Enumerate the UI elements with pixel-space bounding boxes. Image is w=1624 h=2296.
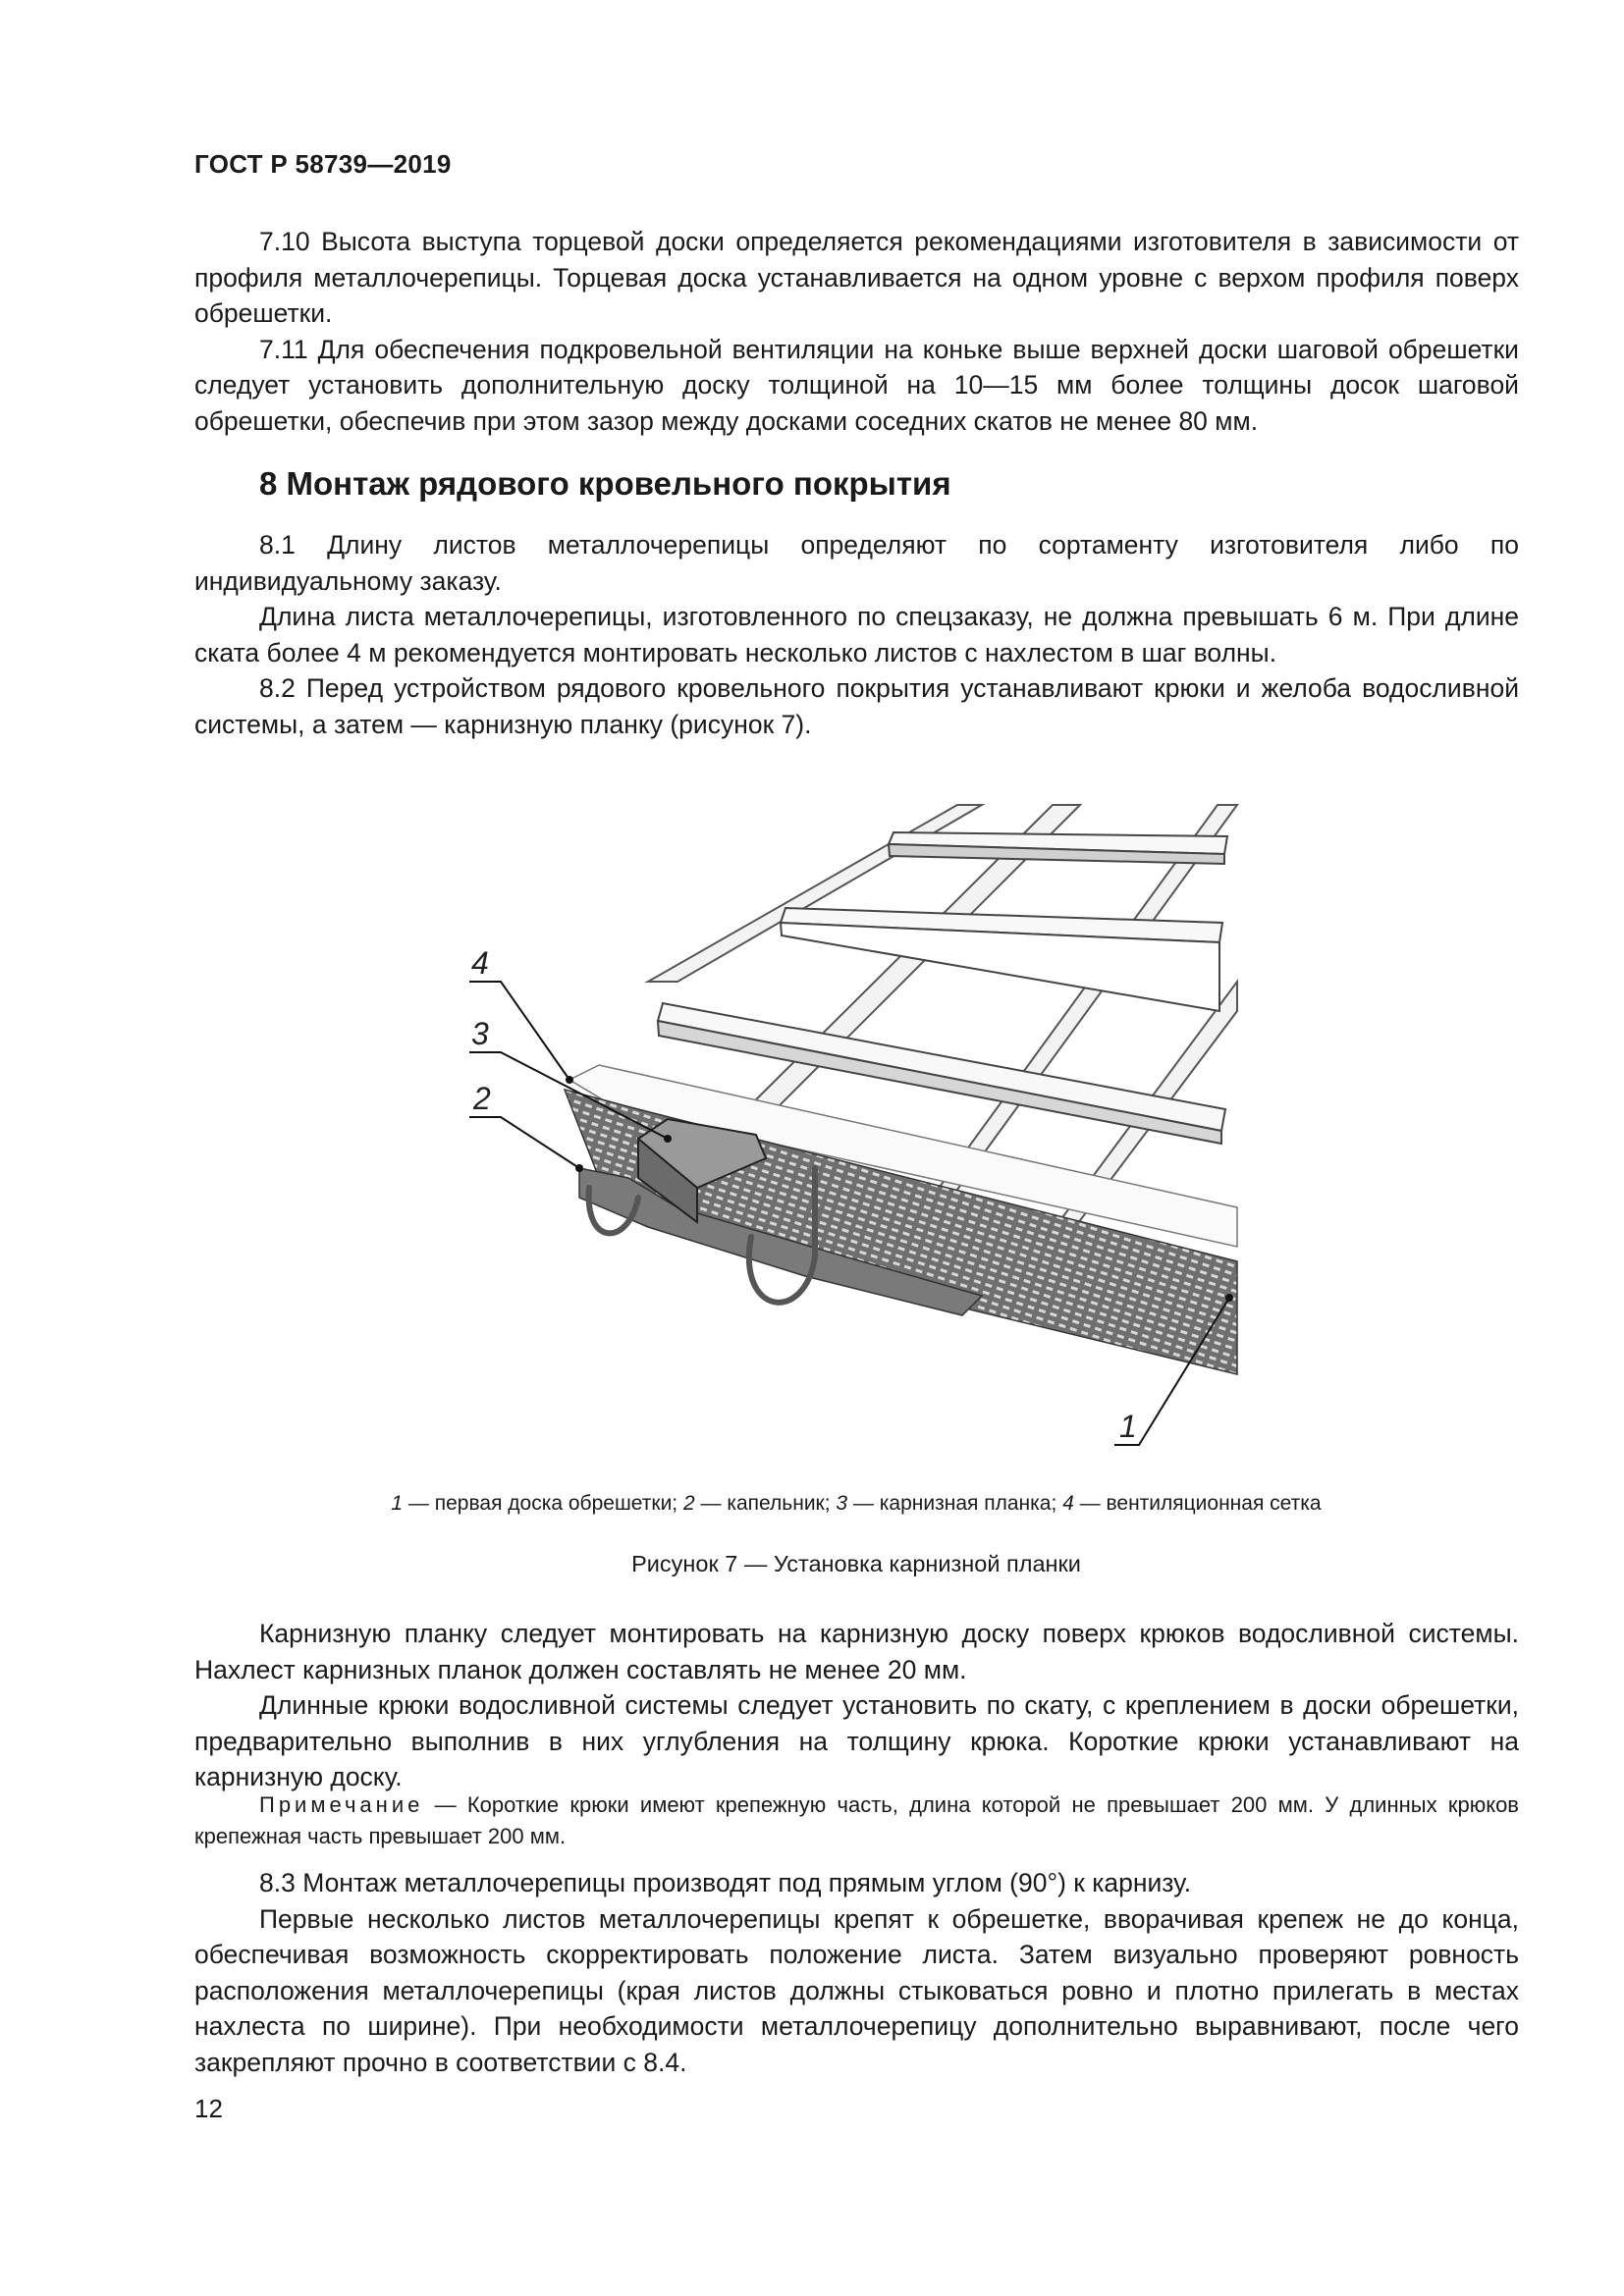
text-block-bottom [194,1865,1519,2080]
text-block-section [194,527,1519,742]
paragraph-8-1: 8.1 Длину листов металлочерепицы определяют по сортаменту изготовителя либо по индивидуальному заказу. [194,530,1519,596]
paragraph-8-3-b: Первые несколько листов металлочерепицы крепят к обрешетке, вворачивая крепеж не до конца, обеспечивая возможность скорректировать положение листа. Затем визуально проверяют ровность расположения металлочерепицы (края листов должны стыковаться ровно и плотно прилегать в местах нахлеста по ширине). При необходимости металлочерепицу дополнительно выравнивают, после чего закрепляют прочно в соответствии с 8.4. [194,1903,1519,2077]
figure-eaves-installation [452,785,1257,1463]
figure-legend [0,1492,1624,1516]
paragraph-8-3: 8.3 Монтаж металлочерепицы производят под прямым углом (90°) к карнизу. [259,1868,1192,1897]
figure-label-1: 1 [1119,1409,1137,1444]
note-block [194,1789,1519,1852]
figure-caption: Рисунок 7 — Установка карнизной планки [631,1551,1081,1576]
legend-text-3: — карнизная планка; [847,1492,1063,1515]
legend-text-2: — капельник; [694,1492,837,1515]
page-number: 12 [194,2094,223,2123]
figure-label-3: 3 [471,1016,489,1051]
paragraph-eaves-plank: Карнизную планку следует монтировать на карнизную доску поверх крюков водосливной системы. Нахлест карнизных планок должен составлять не менее 20 мм. [194,1619,1519,1684]
paragraph-hooks: Длинные крюки водосливной системы следует установить по скату, с креплением в доски обрешетки, предварительно выполнив в них углубления на толщину крюка. Короткие крюки устанавливают на карнизную доску. [194,1690,1519,1791]
legend-num-1: 1 [391,1492,404,1515]
legend-num-4: 4 [1062,1492,1074,1515]
legend-num-3: 3 [836,1492,848,1515]
legend-num-2: 2 [682,1492,695,1515]
note-text: — Короткие крюки имеют крепежную часть, длина которой не превышает 200 мм. У длинных крюков крепежная часть превышает 200 мм. [194,1792,1519,1848]
paragraph-7-10: 7.10 Высота выступа торцевой доски определяется рекомендациями изготовителя в зависимости от профиля металлочерепицы. Торцевая доска устанавливается на одном уровне с верхом профиля поверх обрешетки. [194,227,1519,328]
document-header: ГОСТ Р 58739—2019 [194,149,452,179]
text-block-after-figure [194,1616,1519,1795]
figure-label-4: 4 [471,945,489,981]
text-block-top [194,224,1519,439]
note-label: Примечание [259,1792,424,1817]
legend-text-4: — вентиляционная сетка [1073,1492,1322,1515]
figure-label-2: 2 [473,1081,491,1116]
section-title: 8 Монтаж рядового кровельного покрытия [259,465,951,502]
legend-text-1: — первая доска обрешетки; [403,1492,683,1515]
paragraph-8-1-b: Длина листа металлочерепицы, изготовленного по спецзаказу, не должна превышать 6 м. При длине ската более 4 м рекомендуется монтировать несколько листов с нахлестом в шаг волны. [194,602,1519,667]
paragraph-8-2: 8.2 Перед устройством рядового кровельного покрытия устанавливают крюки и желоба водосливной системы, а затем — карнизную планку (рисунок 7). [194,673,1519,739]
paragraph-7-11: 7.11 Для обеспечения подкровельной вентиляции на коньке выше верхней доски шаговой обрешетки следует установить дополнительную доску толщиной на 10—15 мм более толщины досок шаговой обрешетки, обеспечив при этом зазор между досками соседних скатов не менее 80 мм. [194,334,1519,436]
